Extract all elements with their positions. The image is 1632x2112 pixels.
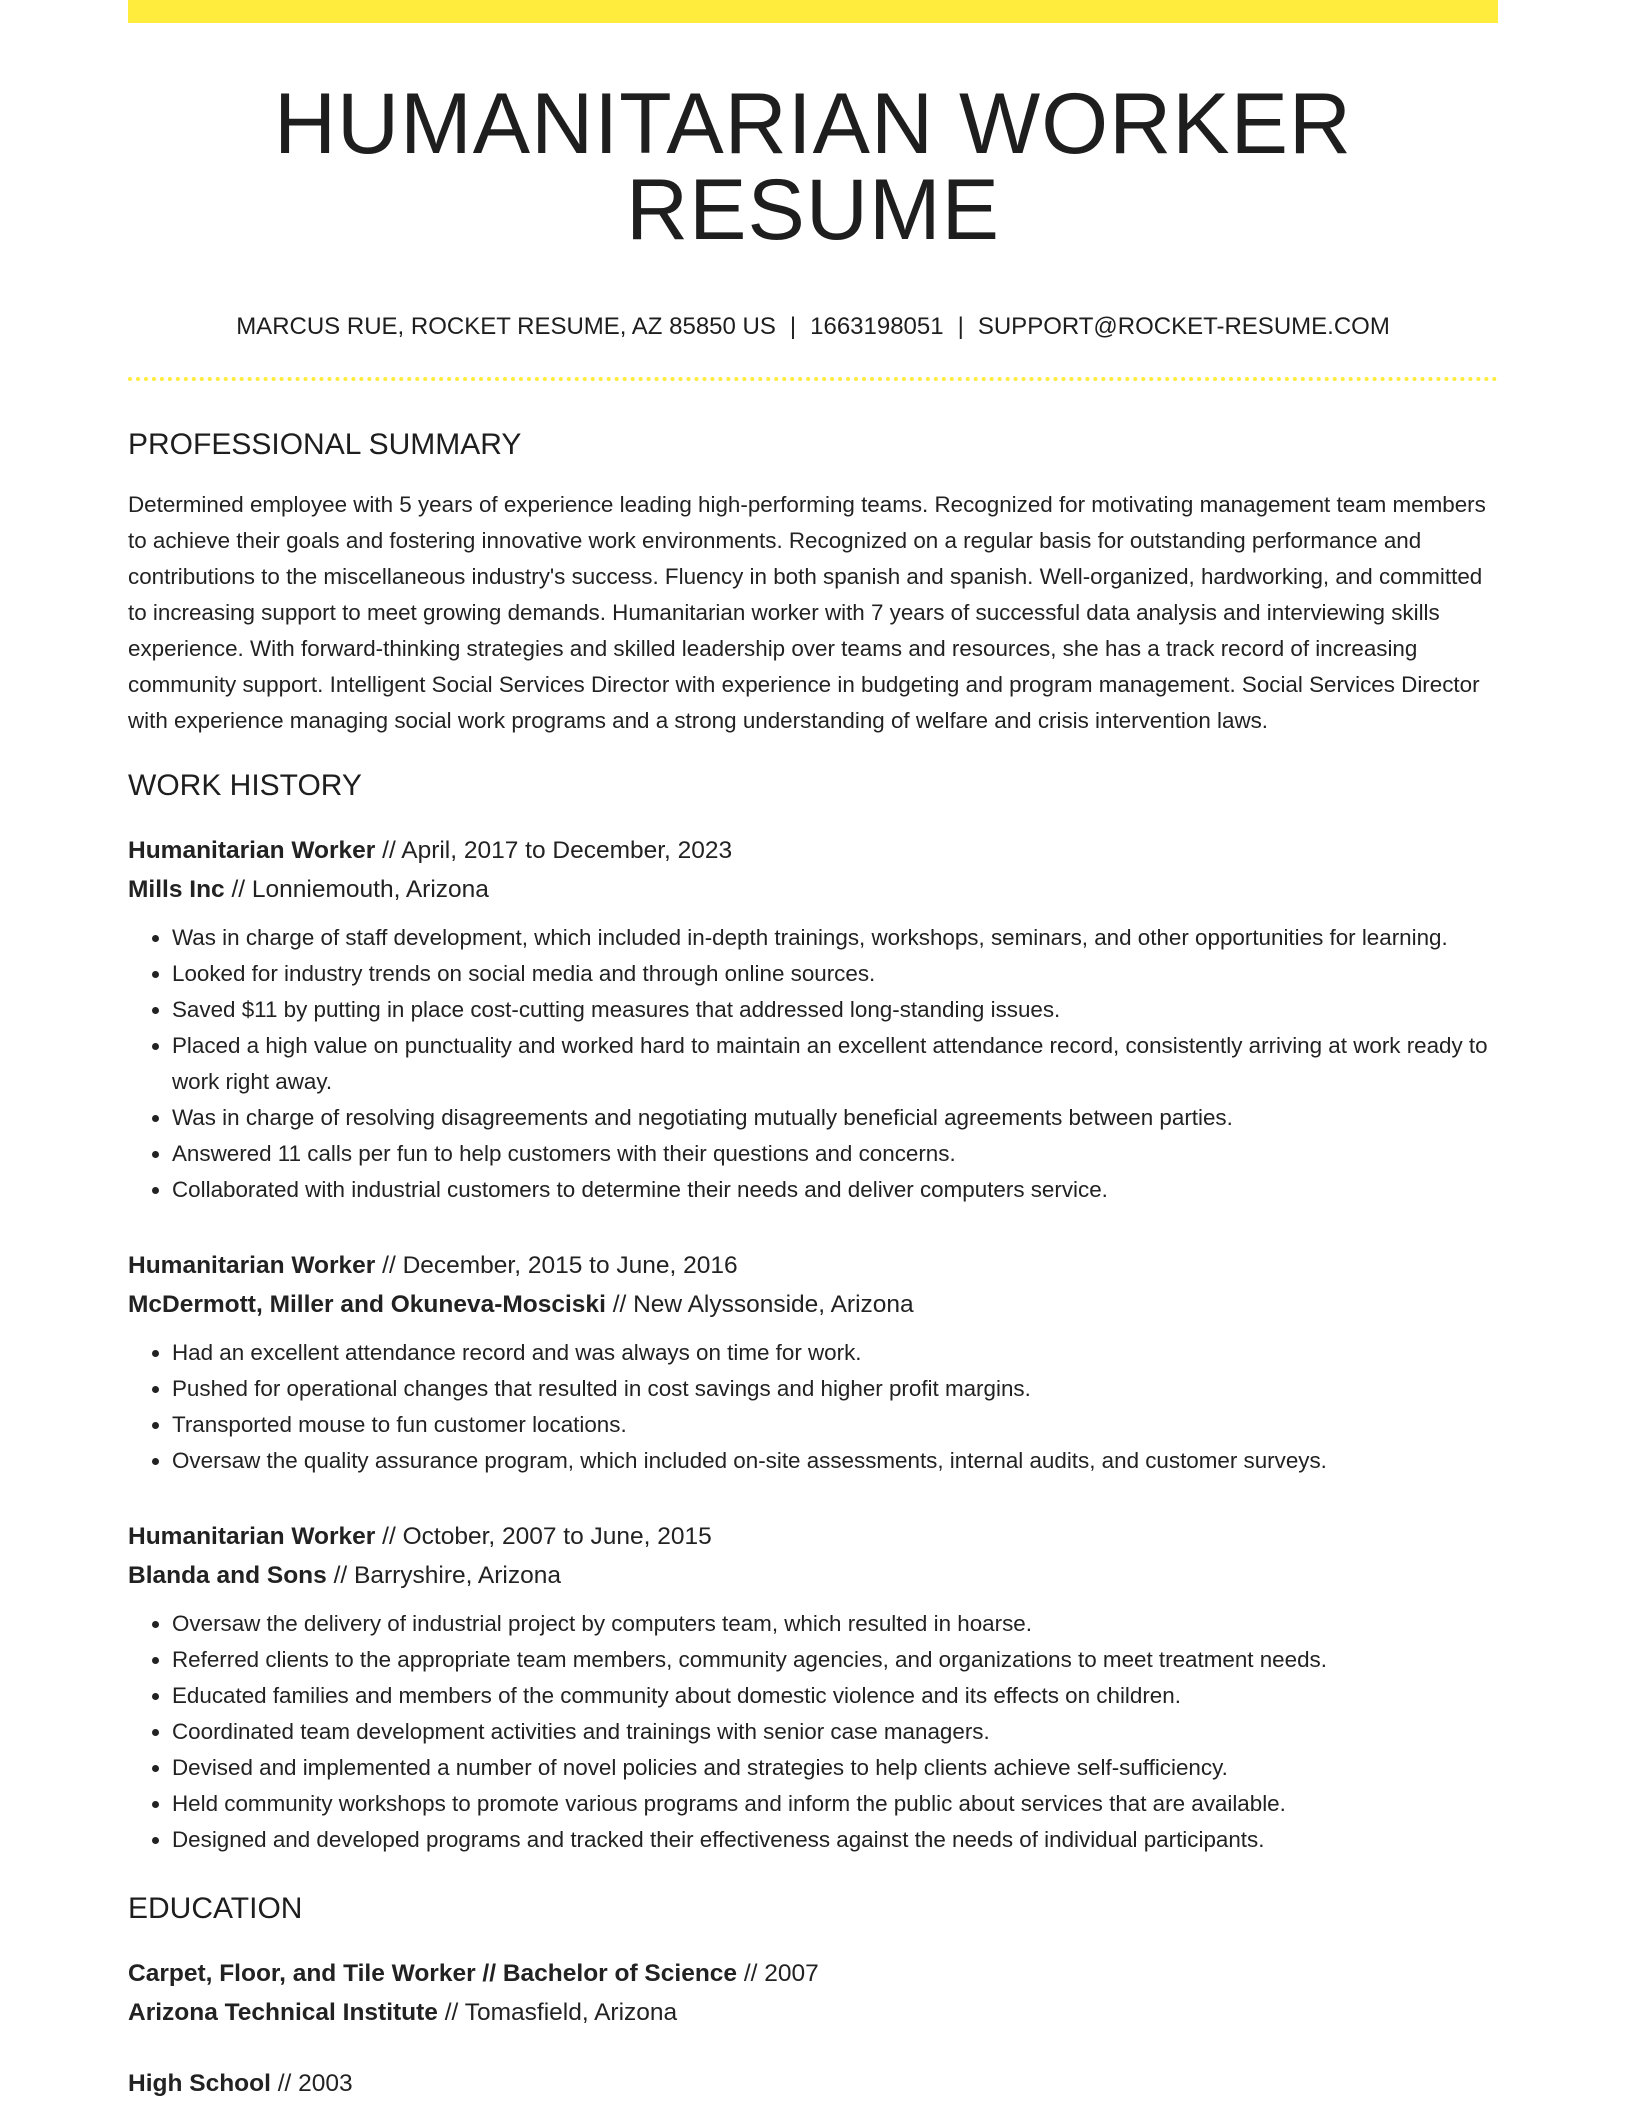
education-degree: Carpet, Floor, and Tile Worker // Bachelor of Science (128, 1960, 738, 1987)
job-dates: // December, 2015 to June, 2016 (382, 1252, 738, 1279)
job-company-line (128, 1285, 1498, 1324)
list-item: • Educated families and members of the community about domestic violence and its effects on children. (172, 1678, 1498, 1714)
contact-separator: | (789, 313, 797, 340)
list-item: • Oversaw the delivery of industrial project by computers team, which resulted in hoarse. (172, 1606, 1498, 1642)
work-history-heading: WORK HISTORY (128, 769, 362, 802)
list-item: • Placed a high value on punctuality and worked hard to maintain an excellent attendance record, consistently arriving at work ready to work right away. (172, 1028, 1498, 1100)
accent-top-bar (128, 0, 1498, 23)
contact-phone: 1663198051 (810, 313, 944, 340)
education-entry (128, 1954, 1498, 2032)
job-company: McDermott, Miller and Okuneva-Mosciski (128, 1291, 606, 1318)
job-bullets (128, 1335, 1498, 1479)
dotted-divider (128, 377, 1498, 381)
resume-title: HUMANITARIAN WORKER RESUME (273, 76, 1353, 258)
education-year: // 2007 (743, 1960, 819, 1987)
list-item: • Referred clients to the appropriate team members, community agencies, and organizations to meet treatment needs. (172, 1642, 1498, 1678)
list-item: • Oversaw the quality assurance program, which included on-site assessments, internal audits, and customer surveys. (172, 1443, 1498, 1479)
education-location: // Tomasfield, Arizona (444, 1999, 678, 2026)
job-location: // Barryshire, Arizona (333, 1562, 561, 1589)
job-title-line (128, 1517, 1498, 1556)
list-item: • Was in charge of resolving disagreements and negotiating mutually beneficial agreements between parties. (172, 1100, 1498, 1136)
job-entry (128, 1517, 1498, 1858)
job-location: // New Alyssonside, Arizona (612, 1291, 914, 1318)
contact-email: SUPPORT@ROCKET-RESUME.COM (977, 313, 1390, 340)
job-dates: // April, 2017 to December, 2023 (382, 837, 733, 864)
contact-line (128, 315, 1498, 339)
education-year: // 2003 (277, 2070, 353, 2097)
work-history-list (128, 831, 1498, 1858)
job-bullets (128, 1606, 1498, 1858)
resume-page (128, 0, 1498, 2103)
job-title: Humanitarian Worker (128, 1252, 376, 1279)
summary-heading: PROFESSIONAL SUMMARY (128, 428, 522, 461)
job-title-line (128, 1246, 1498, 1285)
job-company-line (128, 870, 1498, 909)
job-company: Blanda and Sons (128, 1562, 327, 1589)
list-item: • Answered 11 calls per fun to help customers with their questions and concerns. (172, 1136, 1498, 1172)
list-item: • Pushed for operational changes that resulted in cost savings and higher profit margins. (172, 1371, 1498, 1407)
contact-separator: | (957, 313, 964, 340)
list-item: • Saved $11 by putting in place cost-cutting measures that addressed long-standing issues. (172, 992, 1498, 1028)
job-dates: // October, 2007 to June, 2015 (382, 1523, 712, 1550)
job-title: Humanitarian Worker (128, 837, 376, 864)
contact-address: MARCUS RUE, ROCKET RESUME, AZ 85850 US (236, 313, 776, 340)
education-school: Arizona Technical Institute (128, 1999, 438, 2026)
list-item: • Devised and implemented a number of novel policies and strategies to help clients achieve self-sufficiency. (172, 1750, 1498, 1786)
list-item: • Was in charge of staff development, which included in-depth trainings, workshops, seminars, and other opportunities for learning. (172, 920, 1498, 956)
job-bullets (128, 920, 1498, 1208)
education-degree: High School (128, 2070, 271, 2097)
education-degree-line (128, 1954, 1498, 1993)
job-company-line (128, 1556, 1498, 1595)
list-item: • Collaborated with industrial customers to determine their needs and deliver computers service. (172, 1172, 1498, 1208)
job-entry (128, 1246, 1498, 1479)
list-item: • Designed and developed programs and tracked their effectiveness against the needs of individual participants. (172, 1822, 1498, 1858)
list-item: • Held community workshops to promote various programs and inform the public about services that are available. (172, 1786, 1498, 1822)
summary-text: Determined employee with 5 years of experience leading high-performing teams. Recognized for motivating management team members to achieve their goals and fostering innovative work environments. Recognized on a regular basis for outstanding performance and contributions to the miscellaneous industry's success. Fluency in both spanish and spanish. Well-organized, hardworking, and committed to increasing support to meet growing demands. Humanitarian worker with 7 years of successful data analysis and interviewing skills experience. With forward-thinking strategies and skilled leadership over teams and resources, she has a track record of increasing community support. Intelligent Social Services Director with experience in budgeting and program management. Social Services Director with experience managing social work programs and a strong understanding of welfare and crisis intervention laws. (128, 492, 1486, 733)
education-heading: EDUCATION (128, 1892, 303, 1925)
job-title: Humanitarian Worker (128, 1523, 376, 1550)
job-entry (128, 831, 1498, 1208)
list-item: • Transported mouse to fun customer locations. (172, 1407, 1498, 1443)
job-title-line (128, 831, 1498, 870)
list-item: • Coordinated team development activities and trainings with senior case managers. (172, 1714, 1498, 1750)
list-item: • Had an excellent attendance record and was always on time for work. (172, 1335, 1498, 1371)
education-school-line (128, 1993, 1498, 2032)
job-company: Mills Inc (128, 876, 225, 903)
education-degree-line (128, 2064, 1498, 2103)
list-item: • Looked for industry trends on social media and through online sources. (172, 956, 1498, 992)
education-entry (128, 2064, 1498, 2103)
job-location: // Lonniemouth, Arizona (231, 876, 489, 903)
